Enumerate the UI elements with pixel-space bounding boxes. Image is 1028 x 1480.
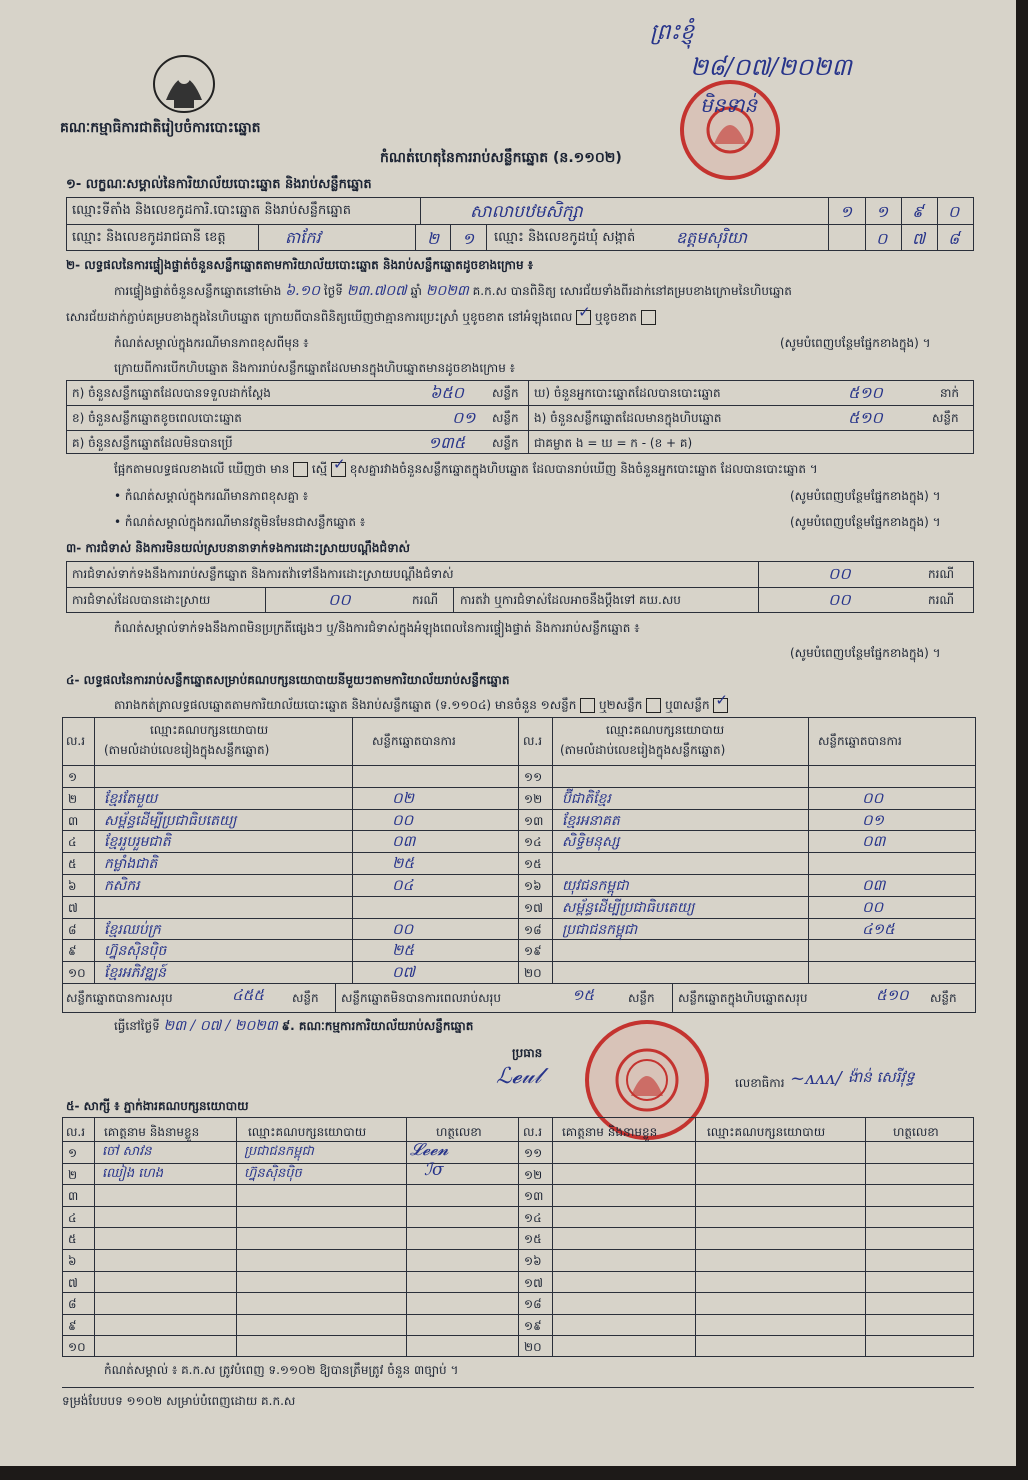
province-code-1: ២ xyxy=(427,229,440,248)
result-row-no: ៨ xyxy=(68,922,77,937)
result-row-no: ១៦ xyxy=(524,879,542,893)
checkbox-mismatch[interactable] xyxy=(293,462,308,477)
appeal-label: ការតវ៉ា ឬការជំទាស់ដែលអាចនឹងប្តឹងទៅ គឃ.សប xyxy=(460,593,681,607)
result-row-votes: ៤១៥ xyxy=(862,919,895,938)
sec2-para2 xyxy=(66,303,656,325)
opt-diff-label: ខុសគ្នារវាងចំនួនសន្លឹកឆ្នោតក្នុងហិបឆ្នោត ដែលបានរាប់ឃើញ និងចំនួនអ្នកបោះឆ្នោត ដែលបានបោះឆ្នោត ។ xyxy=(349,462,818,476)
place-value: សាលាបឋមសិក្សា xyxy=(470,202,583,222)
para1-a: ការផ្ទៀងផ្ទាត់ចំនួនសន្លឹកឆ្នោតនៅម៉ោង xyxy=(114,284,282,298)
witness-row-no-right: ១៧ xyxy=(524,1275,543,1290)
opt-damaged-label: ឬខូចខាត xyxy=(594,310,637,324)
result-row-no: ១១ xyxy=(524,770,543,784)
fill-note-4: (សូមបំពេញបន្ថែមផ្នែកខាងក្នុង) ។ xyxy=(790,646,941,660)
sec4-intro xyxy=(114,691,728,713)
commune-label: ឈ្មោះ និងលេខកូដឃុំ សង្កាត់ xyxy=(494,230,636,245)
resolved-value: ០០ xyxy=(328,590,351,609)
res-col-party-right: ឈ្មោះគណបក្សនយោបាយ xyxy=(606,723,725,737)
ng-unit: នាក់ xyxy=(940,386,960,400)
handwritten-note-2: មិនទាន់ xyxy=(700,93,758,117)
witness-row-no-right: ១៣ xyxy=(524,1189,544,1204)
result-row-no: ៥ xyxy=(68,857,77,872)
form-footer: ទម្រង់បែបបទ ១១០២ សម្រាប់បំពេញដោយ គ.ក.ស xyxy=(62,1394,296,1408)
para1-b: ថ្ងៃទី xyxy=(323,284,343,298)
para1-d: គ.ក.ស បានពិនិត្យ សោរជ័យទាំងពីរដាក់នៅគម្របខាងក្រោមនៃហិបឆ្នោត xyxy=(472,284,792,298)
place-label: ឈ្មោះទីតាំង និងលេខកូដការិ.បោះឆ្នោត និងរាប់សន្លឹកឆ្នោត xyxy=(72,203,351,218)
res-col-votes-left: សន្លឹកឆ្នោតបានការ xyxy=(372,734,456,748)
result-row-no: ៤ xyxy=(68,835,77,850)
result-row-party: ខ្មែររួបរួមជាតិ xyxy=(104,834,171,851)
result-row-no: ៧ xyxy=(68,900,78,915)
witness-name: ឈៀង ហេង xyxy=(102,1165,164,1181)
result-row-party: ខ្មែរអនាគត xyxy=(562,812,620,829)
chairman-label: ប្រធាន xyxy=(512,1046,543,1060)
k-unit: សន្លឹក xyxy=(492,386,519,400)
sec2-title: ២- លទ្ធផលនៃការផ្ទៀងផ្ទាត់ចំនួនសន្លឹកឆ្នោតតាមការិយាល័យបោះឆ្នោត និងរាប់សន្លឹកឆ្នោតដូចខាងក្រោម ៖ xyxy=(66,258,534,272)
witness-row-no-right: ១២ xyxy=(524,1167,543,1182)
result-row-no: ១២ xyxy=(524,791,543,806)
objection-unit: ករណី xyxy=(928,567,955,581)
results-table xyxy=(62,717,976,1013)
result-row-party: សិទ្ធិមនុស្ស xyxy=(562,834,620,851)
result-row-no: ១៧ xyxy=(524,900,543,915)
commune-code-1: ០ xyxy=(876,229,888,248)
result-row-no: ១៤ xyxy=(524,835,542,850)
result-row-votes: ០០ xyxy=(862,788,884,807)
wit-col-sign-right: ហត្ថលេខា xyxy=(893,1125,939,1139)
wit-col-party-right: ឈ្មោះគណបក្សនយោបាយ xyxy=(707,1125,826,1139)
place-code-3: ៩ xyxy=(912,202,924,221)
compare-line xyxy=(114,455,818,477)
witness-row-no: ១ xyxy=(68,1146,78,1160)
secretary-name: ង៉ាន់ សេរីវុទ្ធ xyxy=(848,1068,915,1086)
result-row-votes: ០៣ xyxy=(862,876,886,894)
para1-c: ឆ្នាំ xyxy=(410,284,422,298)
ch-unit: សន្លឹក xyxy=(932,411,959,425)
form-title: កំណត់ហេតុនៃការរាប់សន្លឹកឆ្នោត (ន.១១០២) xyxy=(380,150,622,166)
made-on xyxy=(114,1018,473,1034)
result-row-votes: ០៤ xyxy=(392,876,414,894)
result-row-votes: ០៧ xyxy=(392,963,415,982)
witness-row-no: ៧ xyxy=(68,1275,78,1290)
total-valid-unit: សន្លឹក xyxy=(292,991,319,1005)
commune-code-2: ៧ xyxy=(912,229,926,248)
res-col-no-right: ល.រ xyxy=(523,734,543,748)
result-row-no: ១៣ xyxy=(524,813,544,828)
objection-label: ការជំទាស់ទាក់ទងនឹងការរាប់សន្លឹកឆ្នោត និងការតវ៉ាទៅនឹងការដោះស្រាយបណ្តឹងជំទាស់ xyxy=(72,567,454,581)
place-code-2: ១ xyxy=(876,202,889,221)
checkbox-damaged[interactable] xyxy=(641,310,656,325)
province-value: តាកែវ xyxy=(285,228,321,247)
ng-value: ៥១០ xyxy=(848,383,883,402)
witness-row-no: ៦ xyxy=(68,1254,77,1268)
result-row-no: ១៥ xyxy=(524,857,542,872)
res-col-votes-right: សន្លឹកឆ្នោតបានការ xyxy=(818,734,902,748)
result-row-party: កសិករ xyxy=(104,878,140,894)
witness-name: ចៅ សាវន xyxy=(102,1144,152,1159)
total-invalid: ១៥ xyxy=(572,986,594,1004)
result-row-party: កម្លាំងជាតិ xyxy=(104,856,158,873)
checkbox-equal[interactable]: ✓ xyxy=(331,462,346,477)
checkbox-1-sheet[interactable] xyxy=(580,698,595,713)
result-row-no: ១៨ xyxy=(524,922,542,937)
handwritten-note-1: ព្រះខ្ញុំ xyxy=(650,20,695,45)
appeal-value: ០០ xyxy=(828,590,851,609)
result-row-no: ២០ xyxy=(524,966,542,981)
irregularity-note: កំណត់សម្គាល់ទាក់ទងនឹងភាពមិនប្រក្រតីផ្សេងៗ ឬ/និងការជំទាស់ក្នុងអំឡុងពេលនៃការផ្ទៀងផ្ទាត់ និងការរាប់សន្លឹកឆ្នោត ៖ xyxy=(114,621,640,635)
witness-row-no-right: ១៥ xyxy=(524,1232,542,1247)
result-row-votes: ០៣ xyxy=(862,832,886,851)
total-valid: ៤៥៥ xyxy=(232,986,264,1004)
province-label: ឈ្មោះ និងលេខកូដរាជធានី ខេត្ត xyxy=(72,230,226,245)
result-row-votes: ២៥ xyxy=(392,941,414,960)
result-row-votes: ២៥ xyxy=(392,854,414,873)
result-row-no: ៩ xyxy=(68,944,77,959)
kh-label: ខ) ចំនួនសន្លឹកឆ្នោតខូចពេលបោះឆ្នោត xyxy=(72,411,242,425)
bullet-diff: • កំណត់សម្គាល់ក្នុងករណីមានភាពខុសគ្នា ៖ xyxy=(114,489,309,503)
witness-row-no: ៤ xyxy=(68,1210,77,1225)
result-row-party: ប៊ីជាតិខ្មែរ xyxy=(562,790,611,807)
result-row-no: ១៩ xyxy=(524,944,542,959)
result-row-votes: ០៣ xyxy=(392,832,416,851)
witness-row-no: ៥ xyxy=(68,1232,77,1247)
emblem-icon xyxy=(148,48,220,116)
total-invalid-label: សន្លឹកឆ្នោតមិនបានការពេលរាប់សរុប xyxy=(341,991,501,1005)
ng-label: ឃ) ចំនួនអ្នកបោះឆ្នោតដែលបានបោះឆ្នោត xyxy=(534,386,721,400)
counting-committee: ៩. គណៈកម្មការការិយាល័យរាប់សន្លឹកឆ្នោត xyxy=(281,1019,474,1033)
witness-row-no-right: ១៩ xyxy=(524,1318,542,1333)
ch-label: ង) ចំនួនសន្លឹកឆ្នោតដែលមានក្នុងហិបឆ្នោត xyxy=(534,411,722,425)
opt-3-sheets: ឬ៣សន្លឹក xyxy=(665,698,710,712)
ko-unit: សន្លឹក xyxy=(492,436,519,450)
witness-party: ហ្វ៊ុនស៊ិនប៉ិច xyxy=(244,1165,302,1181)
witness-row-no-right: ២០ xyxy=(524,1340,542,1355)
commune-value: ឧត្តមសុរិយា xyxy=(676,228,748,247)
result-row-votes: ០០ xyxy=(862,897,884,916)
place-code-4: ០ xyxy=(948,202,960,221)
footnote: កំណត់សម្គាល់ ៖ គ.ក.ស ត្រូវបំពេញ ទ.១១០២ ឱ្យបានត្រឹមត្រូវ ចំនួន ៣ច្បាប់ ។ xyxy=(104,1363,459,1377)
sec2-para1 xyxy=(114,283,792,299)
result-row-no: ៣ xyxy=(68,813,79,828)
commune-code-3: ៨ xyxy=(948,229,960,248)
total-box: ៥១០ xyxy=(876,986,909,1004)
made-on-date: ២៣ / ០៧ / ២០២៣ xyxy=(163,1018,278,1034)
total-box-label: សន្លឹកឆ្នោតក្នុងហិបឆ្នោតសរុប xyxy=(678,991,808,1005)
res-col-party-left: ឈ្មោះគណបក្សនយោបាយ xyxy=(150,723,269,737)
committee-name: គណៈកម្មាធិការជាតិរៀបចំការបោះឆ្នោត xyxy=(60,120,261,136)
wit-col-sign-left: ហត្ថលេខា xyxy=(436,1125,482,1139)
national-emblem xyxy=(148,48,220,116)
formula: ជាគម្លាត ង = ឃ = ក - (ខ + គ) xyxy=(534,436,693,450)
checkbox-2-sheets[interactable] xyxy=(646,698,661,713)
witness-signature-1: 𝓛𝓮𝓮𝓷 xyxy=(410,1140,449,1160)
witness-party: ប្រជាជនកម្ពុជា xyxy=(244,1144,314,1159)
result-row-party: ខ្មែរតែមួយ xyxy=(104,790,158,807)
check-time: ៦.១០ xyxy=(285,283,321,299)
fill-note-2: (សូមបំពេញបន្ថែមផ្នែកខាងក្នុង) ។ xyxy=(790,489,941,503)
handwritten-date: ២៨/០៧/២០២៣ xyxy=(690,53,852,81)
witness-row-no: ២ xyxy=(68,1167,78,1182)
sec5-title: ៥- សាក្សី ៖ ភ្នាក់ងារគណបក្សនយោបាយ xyxy=(66,1099,249,1113)
sec3-title: ៣- ការជំទាស់ និងការមិនយល់ស្របនានាទាក់ទងការដោះស្រាយបណ្តឹងជំទាស់ xyxy=(66,541,410,555)
opt-equal-label: ស្មើ xyxy=(311,462,328,476)
compare-label: ផ្អែកតាមលទ្ធផលខាងលើ ឃើញថា មាន xyxy=(114,462,290,476)
wit-col-name-left: គោត្តនាម និងនាមខ្លួន xyxy=(104,1125,200,1139)
res-col-party-sub-left: (តាមលំដាប់លេខរៀងក្នុងសន្លឹកឆ្នោត) xyxy=(104,743,270,757)
witness-row-no: ៣ xyxy=(68,1189,79,1204)
total-valid-label: សន្លឹកឆ្នោតបានការសរុប xyxy=(66,991,173,1005)
checkbox-3-sheets[interactable]: ✓ xyxy=(713,698,728,713)
secretary-label: លេខាធិការ xyxy=(735,1076,785,1090)
made-on-label: ធ្វើនៅថ្ងៃទី xyxy=(114,1019,160,1033)
province-code-2: ១ xyxy=(462,229,475,248)
kh-value: ០១ xyxy=(452,408,476,427)
total-box-unit: សន្លឹក xyxy=(930,991,957,1005)
witness-row-no-right: ១៦ xyxy=(524,1254,542,1268)
check-date: ២៣.៧០៧ xyxy=(346,283,407,299)
witness-signature-2: ℐσ xyxy=(424,1160,444,1180)
stamp-emblem-icon xyxy=(607,1040,687,1120)
place-code-1: ១ xyxy=(840,202,853,221)
result-row-party: ហ្វ៊ុនស៊ិនប៉ិច xyxy=(104,943,167,960)
checkbox-intact[interactable]: ✓ xyxy=(576,310,591,325)
chairman-signature: ℒ𝓮𝓊𝓁 xyxy=(496,1064,542,1089)
resolved-unit: ករណី xyxy=(412,593,439,607)
res-col-no-left: ល.រ xyxy=(66,734,86,748)
res-col-party-sub-right: (តាមលំដាប់លេខរៀងក្នុងសន្លឹកឆ្នោត) xyxy=(560,743,726,757)
k-value: ៦៥០ xyxy=(430,383,464,402)
ko-label: គ) ចំនួនសន្លឹកឆ្នោតដែលមិនបានប្រើ xyxy=(72,436,233,450)
witness-row-no: ៨ xyxy=(68,1297,77,1312)
result-row-party: ខ្មែរអភិវឌ្ឍន៍ xyxy=(104,965,166,982)
result-row-party: យុវជនកម្ពុជា xyxy=(562,878,629,894)
resolved-label: ការជំទាស់ដែលបានដោះស្រាយ xyxy=(72,593,211,607)
fill-note-3: (សូមបំពេញបន្ថែមផ្នែកខាងក្នុង) ។ xyxy=(790,515,941,529)
result-row-party: សម្ព័ន្ធដើម្បីប្រជាធិបតេយ្យ xyxy=(104,812,237,829)
wit-col-no-left: ល.រ xyxy=(66,1125,86,1139)
appeal-unit: ករណី xyxy=(928,593,955,607)
result-row-party: ប្រជាជនកម្ពុជា xyxy=(562,921,638,938)
witness-row-no-right: ១៨ xyxy=(524,1297,542,1312)
result-row-votes: ០២ xyxy=(392,788,414,807)
seal-note: កំណត់សម្គាល់ក្នុងករណីមានភាពខុសពីមុន ៖ xyxy=(114,336,309,350)
wit-col-no-right: ល.រ xyxy=(523,1125,543,1139)
wit-col-name-right: គោត្តនាម និងនាមខ្លួន xyxy=(562,1125,658,1139)
ballot-intro: ក្រោយពីការបើកហិបឆ្នោត និងការរាប់សន្លឹកឆ្នោតដែលមានក្នុងហិបឆ្នោតមានដូចខាងក្រោម ៖ xyxy=(114,361,515,375)
result-row-votes: ០១ xyxy=(862,810,884,829)
ch-value: ៥១០ xyxy=(848,408,883,427)
k-label: ក) ចំនួនសន្លឹកឆ្នោតដែលបានទទួលដាក់ស្តែង xyxy=(72,386,271,400)
result-row-no: ៦ xyxy=(68,879,77,893)
result-row-party: ខ្មែរឈប់ក្រ xyxy=(104,921,161,938)
result-row-party: សម្ព័ន្ធដើម្បីប្រជាធិបតេយ្យ xyxy=(562,899,695,916)
bullet-object: • កំណត់សម្គាល់ក្នុងករណីមានវត្ថុមិនមែនជាសន្លឹកឆ្នោត ៖ xyxy=(114,515,366,529)
sec4-intro-text: តារាងកត់ត្រាលទ្ធផលឆ្នោតតាមការិយាល័យបោះឆ្នោត និងរាប់សន្លឹកឆ្នោត (ទ.១១០៤) មានចំនួន ១សន្លឹក xyxy=(114,698,577,712)
result-row-no: ១ xyxy=(68,770,78,784)
objection-value: ០០ xyxy=(828,564,851,583)
sec1-title: ១- លក្ខណៈសម្គាល់នៃការិយាល័យបោះឆ្នោត និងរាប់សន្លឹកឆ្នោត xyxy=(66,177,372,192)
ko-value: ១៣៥ xyxy=(428,433,466,452)
witness-row-no-right: ១១ xyxy=(524,1146,543,1160)
para1-e: សោរជ័យដាក់ភ្ជាប់គម្របខាងក្នុងនៃហិបឆ្នោត ក្រោយពីបានពិនិត្យឃើញថាគ្មានការប្រេះស្រាំ ឬខូចខាត នៅអំឡុងពេល xyxy=(66,310,573,324)
result-row-no: ១០ xyxy=(68,966,86,981)
sec4-title: ៤- លទ្ធផលនៃការរាប់សន្លឹកឆ្នោតសម្រាប់គណបក្សនយោបាយនីមួយៗតាមការិយាល័យរាប់សន្លឹកឆ្នោត xyxy=(66,673,510,687)
witness-row-no: ១០ xyxy=(68,1340,86,1355)
total-invalid-unit: សន្លឹក xyxy=(628,991,655,1005)
result-row-votes: ០០ xyxy=(392,810,414,829)
kh-unit: សន្លឹក xyxy=(492,411,519,425)
witness-row-no: ៩ xyxy=(68,1318,77,1333)
opt-2-sheets: ឬ២សន្លឹក xyxy=(599,698,643,712)
secretary-signature: ~ᴧᴧᴧ/ xyxy=(790,1068,842,1089)
result-row-no: ២ xyxy=(68,791,78,806)
wit-col-party-left: ឈ្មោះគណបក្សនយោបាយ xyxy=(248,1125,367,1139)
witness-row-no-right: ១៤ xyxy=(524,1210,542,1225)
check-year: ២០២៣ xyxy=(425,283,469,299)
fill-note-1: (សូមបំពេញបន្ថែមផ្នែកខាងក្នុង) ។ xyxy=(780,336,931,350)
result-row-votes: ០០ xyxy=(392,919,414,938)
